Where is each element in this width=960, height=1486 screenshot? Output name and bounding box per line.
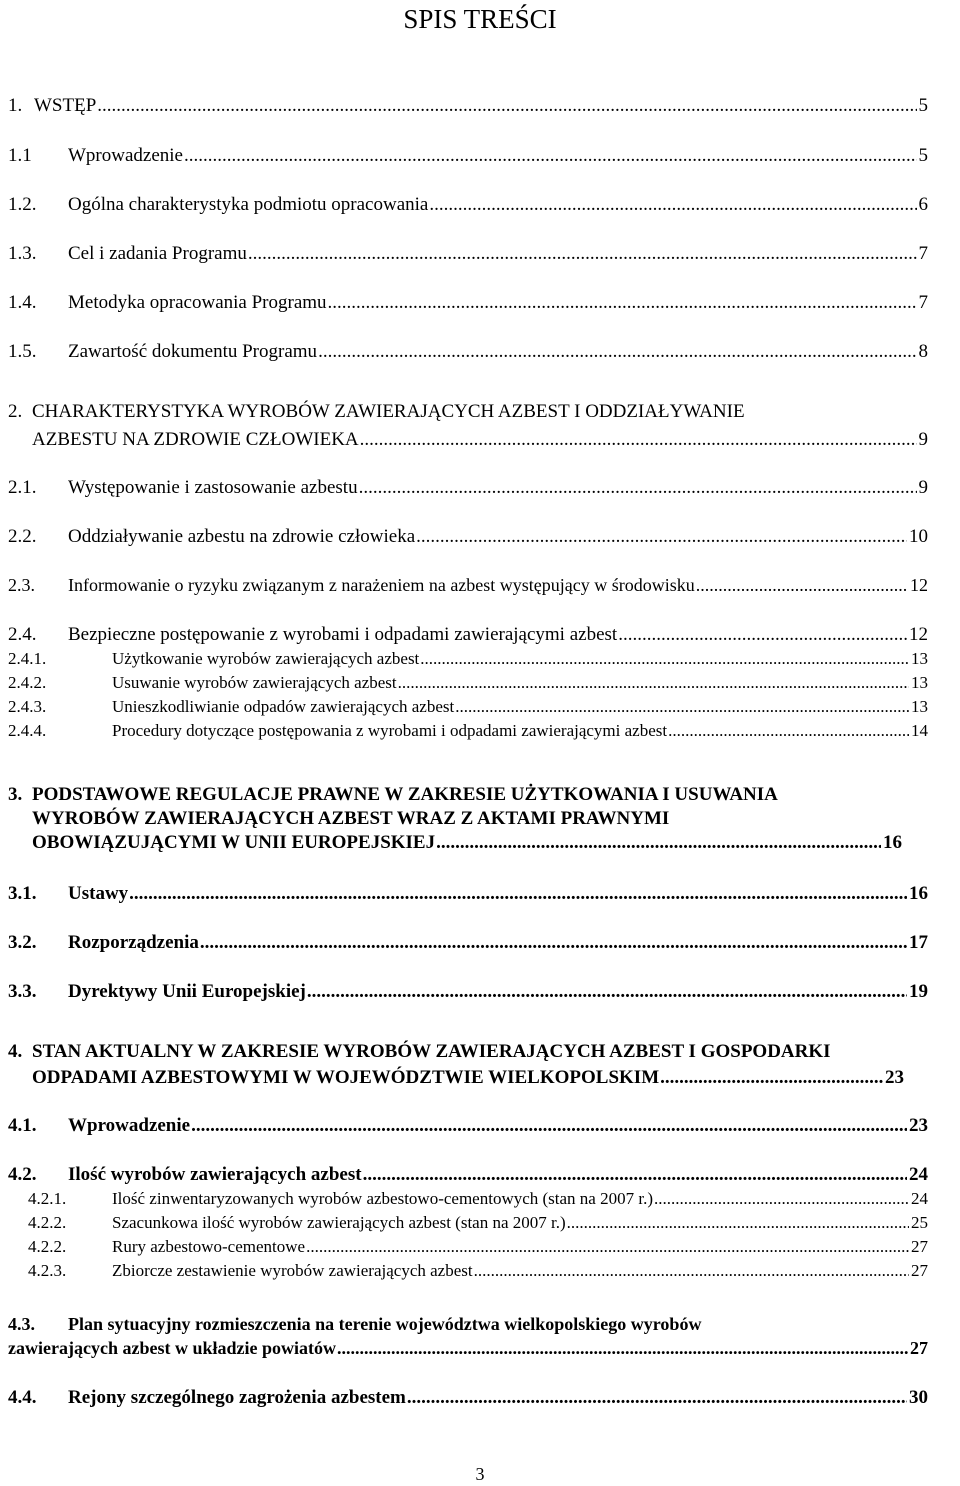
toc-page: 24: [911, 1189, 928, 1208]
toc-title: Użytkowanie wyrobów zawierających azbest: [112, 649, 420, 668]
toc-title: Wprowadzenie: [68, 1115, 191, 1136]
toc-title: Ogólna charakterystyka podmiotu opracowania: [68, 194, 429, 215]
toc-leader: [328, 292, 917, 314]
toc-entry-4-2[interactable]: [8, 1164, 928, 1186]
toc-number: 4.4.: [8, 1387, 37, 1408]
toc-number: 2.4.3.: [8, 697, 47, 716]
toc-entry-2-1[interactable]: [8, 477, 928, 499]
toc-leader: [359, 477, 917, 499]
toc-leader: [398, 673, 909, 693]
toc-leader: [306, 1237, 909, 1257]
toc-title: Wprowadzenie: [68, 145, 183, 166]
toc-page: 12: [909, 624, 928, 645]
toc-entry-3-line1[interactable]: [8, 784, 778, 806]
toc-page: 27: [910, 1338, 928, 1358]
toc-entry-4-2-1[interactable]: [28, 1189, 928, 1209]
toc-title: Informowanie o ryzyku związanym z narażeniem na azbest występujący w środowisku: [68, 575, 695, 595]
toc-page: 23: [909, 1115, 928, 1136]
toc-page: 17: [909, 932, 928, 953]
toc-entry-2-4-3[interactable]: [8, 697, 928, 717]
toc-number: 4.2.2.: [28, 1213, 67, 1232]
toc-page: 5: [918, 145, 928, 166]
toc-page: 9: [918, 477, 928, 498]
toc-entry-4-2-2b[interactable]: [28, 1237, 928, 1257]
toc-title: Bezpieczne postępowanie z wyrobami i odpadami zawierającymi azbest: [68, 624, 618, 645]
toc-entry-1-3[interactable]: [8, 243, 928, 265]
toc-number: 3.: [8, 784, 23, 805]
toc-leader: [455, 697, 909, 717]
toc-page: 16: [883, 832, 902, 853]
toc-page: 10: [909, 526, 928, 547]
toc-title: Zawartość dokumentu Programu: [68, 341, 318, 362]
toc-title: Procedury dotyczące postępowania z wyrobami i odpadami zawierającymi azbest: [112, 721, 668, 740]
toc-number: 2.4.1.: [8, 649, 47, 668]
toc-number: 2.1.: [8, 477, 37, 498]
toc-title: Dyrektywy Unii Europejskiej: [68, 981, 306, 1002]
toc-title: WYROBÓW ZAWIERAJĄCYCH AZBEST WRAZ Z AKTAMI PRAWNYMI: [32, 808, 670, 829]
toc-number: 4.3.: [8, 1314, 35, 1334]
toc-entry-1-1[interactable]: [8, 145, 928, 167]
toc-number: 2.4.: [8, 624, 37, 645]
toc-leader: [97, 95, 916, 117]
toc-title: ODPADAMI AZBESTOWYMI W WOJEWÓDZTWIE WIELKOPOLSKIM: [32, 1067, 660, 1088]
toc-title: Ilość wyrobów zawierających azbest: [68, 1164, 362, 1185]
toc-page: 5: [918, 95, 928, 116]
toc-page: 19: [909, 981, 928, 1002]
toc-entry-2-4-2[interactable]: [8, 673, 928, 693]
toc-title: WSTĘP: [34, 95, 97, 116]
toc-title: AZBESTU NA ZDROWIE CZŁOWIEKA: [32, 429, 359, 450]
toc-entry-2-4-4[interactable]: [8, 721, 928, 741]
toc-entry-1-5[interactable]: [8, 341, 928, 363]
toc-number: 4.: [8, 1041, 23, 1062]
toc-entry-3[interactable]: [32, 832, 902, 854]
toc-title: Ilość zinwentaryzowanych wyrobów azbestowo-cementowych (stan na 2007 r.): [112, 1189, 653, 1208]
toc-number: 2.4.2.: [8, 673, 47, 692]
toc-leader: [567, 1213, 909, 1233]
page-number: 3: [475, 1464, 485, 1484]
toc-entry-1-2[interactable]: [8, 194, 928, 216]
toc-leader: [248, 243, 917, 265]
toc-title: Unieszkodliwianie odpadów zawierających azbest: [112, 697, 455, 716]
toc-leader: [618, 624, 907, 646]
toc-entry-4-1[interactable]: [8, 1115, 928, 1137]
toc-leader: [660, 1067, 883, 1089]
toc-entry-2-2[interactable]: [8, 526, 928, 548]
toc-leader: [416, 526, 907, 548]
toc-entry-2-4[interactable]: [8, 624, 928, 646]
toc-entry-4-2-2a[interactable]: [28, 1213, 928, 1233]
toc-page: 14: [911, 721, 928, 740]
toc-page: 16: [909, 883, 928, 904]
toc-title: Szacunkowa ilość wyrobów zawierających azbest (stan na 2007 r.): [112, 1213, 566, 1232]
toc-title: STAN AKTUALNY W ZAKRESIE WYROBÓW ZAWIERAJĄCYCH AZBEST I GOSPODARKI: [32, 1041, 831, 1062]
toc-leader: [184, 145, 917, 167]
toc-leader: [474, 1261, 909, 1281]
toc-title: Plan sytuacyjny rozmieszczenia na terenie województwa wielkopolskiego wyrobów: [68, 1314, 702, 1334]
toc-number: 3.3.: [8, 981, 37, 1002]
toc-title: Usuwanie wyrobów zawierających azbest: [112, 673, 397, 692]
toc-leader: [363, 1164, 907, 1186]
toc-entry-1-4[interactable]: [8, 292, 928, 314]
toc-number: 4.1.: [8, 1115, 37, 1136]
toc-title: zawierających azbest w układzie powiatów: [8, 1338, 336, 1358]
toc-number: 1.4.: [8, 292, 37, 313]
toc-leader: [420, 649, 909, 669]
toc-title: Występowanie i zastosowanie azbestu: [68, 477, 358, 498]
toc-leader: [360, 429, 917, 451]
toc-leader: [337, 1338, 908, 1359]
toc-entry-4-2-3[interactable]: [28, 1261, 928, 1281]
toc-title: Ustawy: [68, 883, 129, 904]
toc-entry-1[interactable]: [8, 95, 928, 117]
toc-entry-2[interactable]: [32, 429, 928, 451]
toc-number: 1.5.: [8, 341, 37, 362]
toc-leader: [200, 932, 907, 954]
toc-leader: [429, 194, 916, 216]
toc-page: 8: [918, 341, 928, 362]
toc-leader: [436, 832, 881, 854]
toc-entry-4-4[interactable]: [8, 1387, 928, 1409]
toc-number: 4.2.2.: [28, 1237, 67, 1256]
toc-entry-3-line2[interactable]: [32, 808, 669, 830]
toc-page: 13: [911, 697, 928, 716]
toc-page: 24: [909, 1164, 928, 1185]
toc-page: 23: [885, 1067, 904, 1088]
toc-page: 6: [918, 194, 928, 215]
toc-page: 7: [918, 292, 928, 313]
toc-leader: [668, 721, 909, 741]
toc-leader: [696, 575, 908, 596]
toc-leader: [191, 1115, 907, 1137]
toc-entry-4-3-line1[interactable]: [8, 1314, 701, 1335]
toc-number: 3.1.: [8, 883, 37, 904]
toc-entry-3-1[interactable]: [8, 883, 928, 905]
toc-number: 4.2.1.: [28, 1189, 67, 1208]
toc-number: 1.: [8, 95, 23, 116]
page-title: SPIS TREŚCI: [403, 4, 557, 34]
toc-title: Rury azbestowo-cementowe: [112, 1237, 306, 1256]
toc-leader: [318, 341, 916, 363]
toc-number: 2.: [8, 401, 23, 422]
toc-entry-3-2[interactable]: [8, 932, 928, 954]
toc-page: 9: [918, 429, 928, 450]
toc-entry-2-4-1[interactable]: [8, 649, 928, 669]
toc-page: 12: [910, 575, 928, 595]
toc-number: 2.4.4.: [8, 721, 47, 740]
toc-title: CHARAKTERYSTYKA WYROBÓW ZAWIERAJĄCYCH AZBEST I ODDZIAŁYWANIE: [32, 401, 745, 422]
toc-title: Metodyka opracowania Programu: [68, 292, 327, 313]
toc-entry-4[interactable]: [32, 1067, 904, 1089]
toc-entry-2-line1[interactable]: [8, 401, 745, 423]
toc-leader: [407, 1387, 907, 1409]
toc-number: 4.2.3.: [28, 1261, 67, 1280]
toc-leader: [654, 1189, 909, 1209]
toc-number: 3.2.: [8, 932, 37, 953]
toc-entry-4-3[interactable]: [8, 1338, 928, 1359]
toc-page: 13: [911, 673, 928, 692]
toc-number: 2.2.: [8, 526, 37, 547]
toc-title: OBOWIĄZUJĄCYMI W UNII EUROPEJSKIEJ: [32, 832, 436, 853]
toc-title: Oddziaływanie azbestu na zdrowie człowieka: [68, 526, 416, 547]
toc-leader: [307, 981, 907, 1003]
toc-page: 13: [911, 649, 928, 668]
toc-number: 2.3.: [8, 575, 35, 595]
toc-number: 1.3.: [8, 243, 37, 264]
toc-page: 25: [911, 1213, 928, 1232]
toc-title: PODSTAWOWE REGULACJE PRAWNE W ZAKRESIE UŻYTKOWANIA I USUWANIA: [32, 784, 778, 805]
toc-page: 27: [911, 1237, 928, 1256]
toc-title: Cel i zadania Programu: [68, 243, 247, 264]
toc-page: 27: [911, 1261, 928, 1280]
toc-title: Rozporządzenia: [68, 932, 199, 953]
toc-title: Rejony szczególnego zagrożenia azbestem: [68, 1387, 406, 1408]
toc-title: Zbiorcze zestawienie wyrobów zawierających azbest: [112, 1261, 473, 1280]
toc-page: 30: [909, 1387, 928, 1408]
toc-number: 4.2.: [8, 1164, 37, 1185]
toc-entry-3-3[interactable]: [8, 981, 928, 1003]
toc-number: 1.1: [8, 145, 32, 166]
toc-entry-4-line1[interactable]: [8, 1041, 831, 1063]
toc-page: 7: [918, 243, 928, 264]
toc-number: 1.2.: [8, 194, 37, 215]
toc-leader: [129, 883, 907, 905]
toc-entry-2-3[interactable]: [8, 575, 928, 596]
